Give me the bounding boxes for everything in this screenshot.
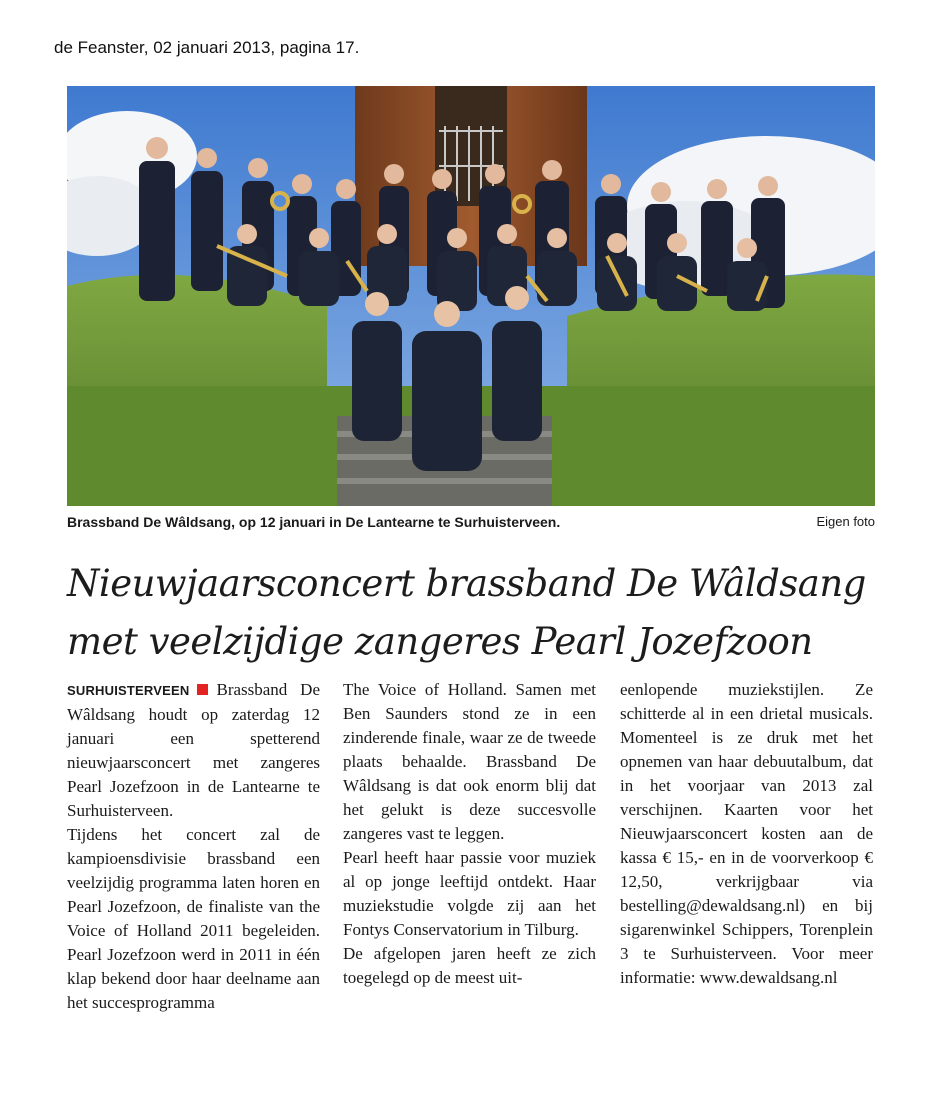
article-paragraph: De afgelopen jaren heeft ze zich toegelegd op de meest uit- [343, 944, 596, 987]
band-photo-illustration [67, 86, 875, 506]
article-paragraph: Tijdens het concert zal de kampioensdivisie brassband een veelzijdig programma laten horen en Pearl Jozefzoon, de finaliste van the Voice of Holland 2011 begeleiden. Pearl Jozefzoon werd in 2011 in één klap bekend door haar deelname aan het succesprogramma [67, 825, 320, 1012]
article-column-2 [343, 678, 596, 990]
article-paragraph: Pearl heeft haar passie voor muziek al op jonge leeftijd ontdekt. Haar muziekstudie volgde zij aan het Fontys Conservatorium in Tilburg. [343, 848, 596, 939]
photo-credit: Eigen foto [816, 514, 875, 529]
article-paragraph: eenlopende muziekstijlen. Ze schitterde al in een drietal musicals. Momenteel is ze druk met het opnemen van haar debuutalbum, dat in het voorjaar van 2013 zal verschijnen. Kaarten voor het Nieuwjaarsconcert kosten aan de kassa € 15,- en in de voorverkoop € 12,50, verkrijgbaar via bestelling@dewaldsang.nl) en bij sigarenwinkel Schippers, Torenplein 3 te Surhuisterveen. Voor meer informatie: www.dewaldsang.nl [620, 680, 873, 987]
article-column-3 [620, 678, 873, 990]
caption-text: Brassband De Wâldsang, op 12 januari in De Lantearne te Surhuisterveen. [67, 514, 561, 530]
dateline: SURHUISTERVEEN [67, 683, 190, 698]
article-column-1 [67, 678, 320, 1015]
article-paragraph [67, 678, 320, 823]
paragraph-text: Brassband De Wâldsang houdt op zaterdag 12 januari een spetterend nieuwjaarsconcert met zangeres Pearl Jozefzoon in de Lantearne te Surhuisterveen. [67, 680, 320, 820]
article-paragraph: The Voice of Holland. Samen met Ben Saunders stond ze in een zinderende finale, waar ze de tweede plaats behaalde. Brassband De Wâldsang is dat ook enorm blij dat het gelukt is deze succesvolle zangeres vast te leggen. [343, 680, 596, 843]
source-line: de Feanster, 02 januari 2013, pagina 17. [54, 38, 360, 57]
headline-line-2: met veelzijdige zangeres Pearl Jozefzoon [67, 620, 813, 663]
headline-line-1: Nieuwjaarsconcert brassband De Wâldsang [67, 562, 866, 605]
headline [67, 555, 887, 671]
band-photo [67, 86, 875, 506]
red-square-marker [197, 684, 208, 695]
photo-caption [67, 514, 875, 534]
article-body [67, 678, 875, 1048]
